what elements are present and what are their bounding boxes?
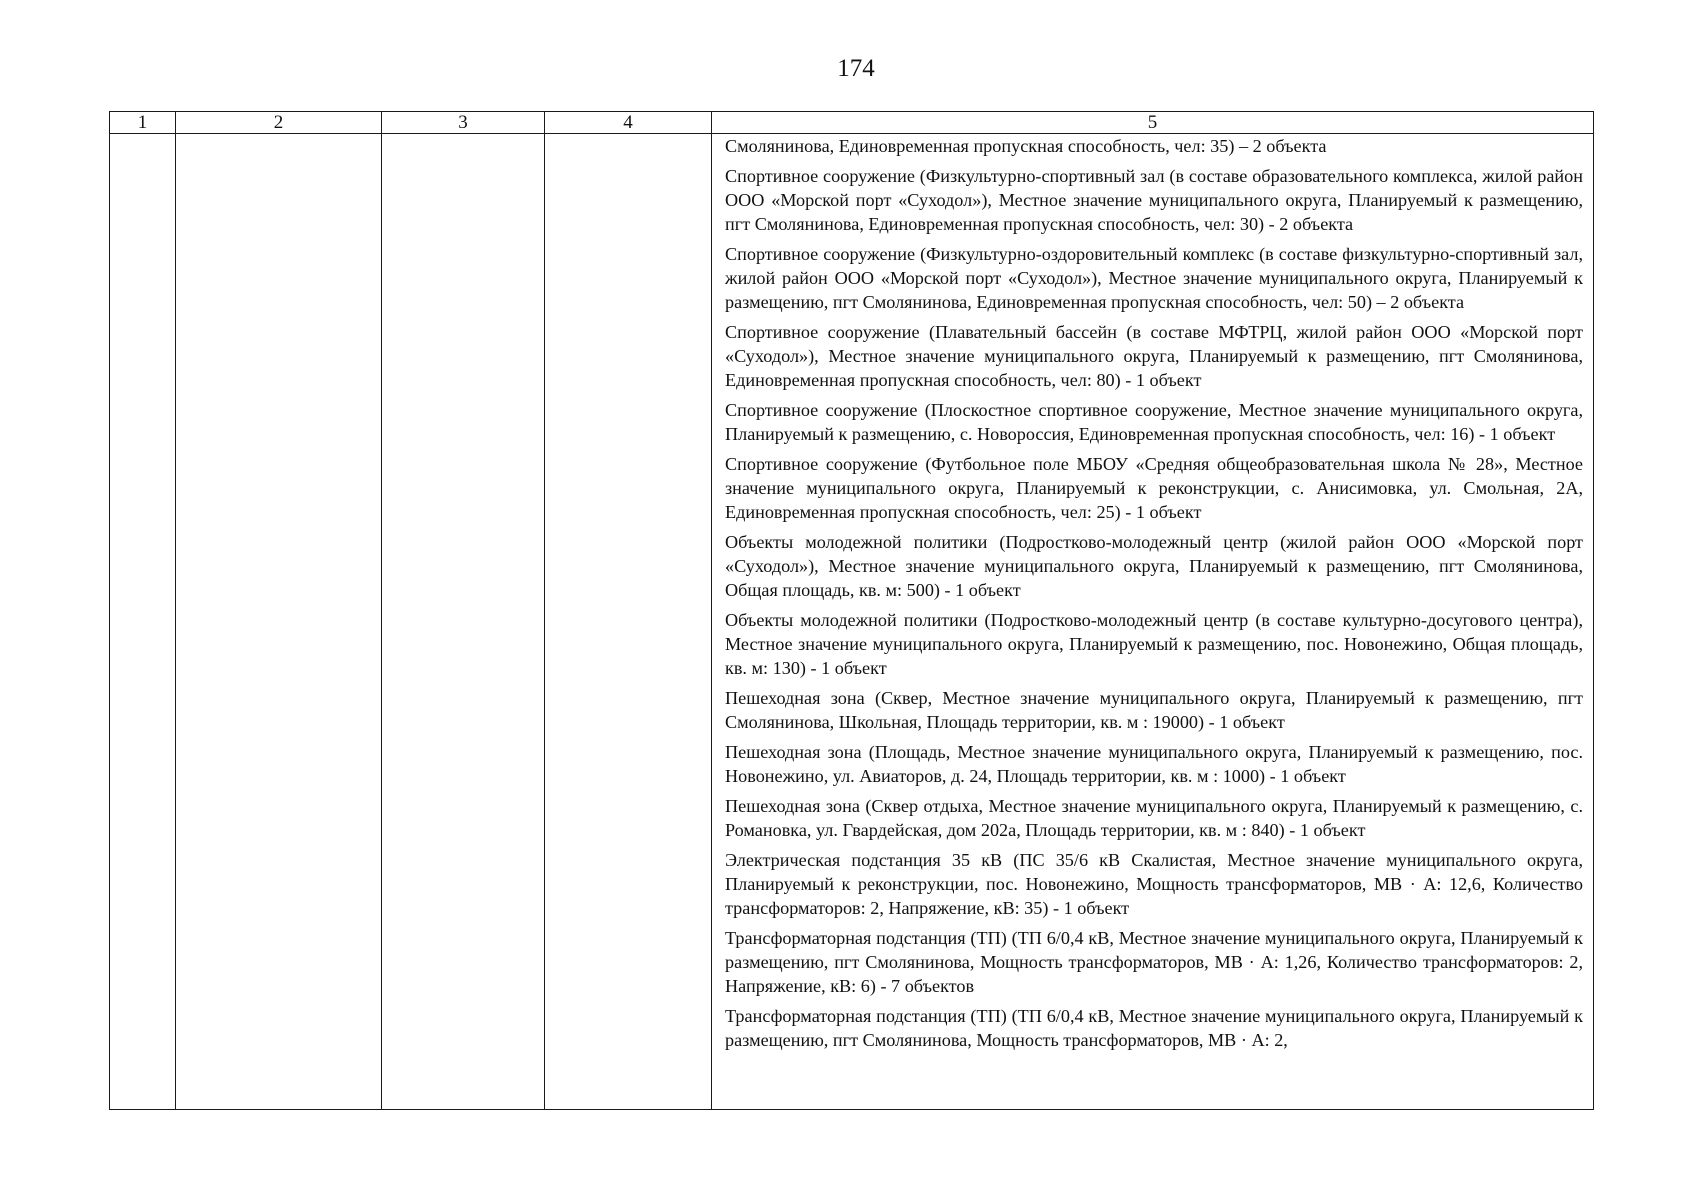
page-number: 174: [837, 55, 875, 82]
list-item: Спортивное сооружение (Плавательный бассейн (в составе МФТРЦ, жилой район ООО «Морской порт «Суходол»), Местное значение муниципального округа, Планируемый к размещению, пгт Смолянинова, Единовременная пропускная способность, чел: 80) - 1 объект: [725, 322, 1583, 390]
list-item: Спортивное сооружение (Физкультурно-оздоровительный комплекс (в составе физкультурно-спортивный зал, жилой район ООО «Морской порт «Суходол»), Местное значение муниципального округа, Планируемый к размещению, пгт Смолянинова, Единовременная пропускная способность, чел: 50) – 2 объекта: [725, 244, 1583, 312]
cell-col-5: [712, 134, 1594, 1110]
table-header-row: [110, 112, 1594, 134]
list-item: Трансформаторная подстанция (ТП) (ТП 6/0,4 кВ, Местное значение муниципального округа, Планируемый к размещению, пгт Смолянинова, Мощность трансформаторов, МВ · А: 1,26, Количество трансформаторов: 2, Напряжение, кВ: 6) - 7 объектов: [725, 928, 1583, 996]
cell-col-4: [545, 134, 712, 1110]
document-table: [109, 111, 1594, 1110]
column-header-2: 2: [176, 112, 382, 134]
column-header-4: 4: [545, 112, 712, 134]
column-header-5: 5: [712, 112, 1594, 134]
cell-col-2: [176, 134, 382, 1110]
cell-col-3: [382, 134, 545, 1110]
list-item: Объекты молодежной политики (Подростково-молодежный центр (жилой район ООО «Морской порт «Суходол»), Местное значение муниципального округа, Планируемый к размещению, пгт Смолянинова, Общая площадь, кв. м: 500) - 1 объект: [725, 532, 1583, 600]
list-item: Смолянинова, Единовременная пропускная способность, чел: 35) – 2 объекта: [725, 136, 1327, 156]
list-item: Пешеходная зона (Сквер, Местное значение муниципального округа, Планируемый к размещению, пгт Смолянинова, Школьная, Площадь территории, кв. м : 19000) - 1 объект: [725, 688, 1583, 732]
list-item: Объекты молодежной политики (Подростково-молодежный центр (в составе культурно-досугового центра), Местное значение муниципального округа, Планируемый к размещению, пос. Новонежино, Общая площадь, кв. м: 130) - 1 объект: [725, 610, 1583, 678]
list-item: Пешеходная зона (Площадь, Местное значение муниципального округа, Планируемый к размещению, пос. Новонежино, ул. Авиаторов, д. 24, Площадь территории, кв. м : 1000) - 1 объект: [725, 742, 1583, 786]
list-item: Спортивное сооружение (Физкультурно-спортивный зал (в составе образовательного комплекса, жилой район ООО «Морской порт «Суходол»), Местное значение муниципального округа, Планируемый к размещению, пгт Смолянинова, Единовременная пропускная способность, чел: 30) - 2 объекта: [725, 166, 1583, 234]
list-item: Электрическая подстанция 35 кВ (ПС 35/6 кВ Скалистая, Местное значение муниципального округа, Планируемый к реконструкции, пос. Новонежино, Мощность трансформаторов, МВ · А: 12,6, Количество трансформаторов: 2, Напряжение, кВ: 35) - 1 объект: [725, 850, 1583, 918]
column-header-1: 1: [110, 112, 176, 134]
list-item: Спортивное сооружение (Футбольное поле МБОУ «Средняя общеобразовательная школа № 28», Местное значение муниципального округа, Планируемый к реконструкции, с. Анисимовка, ул. Смольная, 2А, Единовременная пропускная способность, чел: 25) - 1 объект: [725, 454, 1583, 522]
list-item: Трансформаторная подстанция (ТП) (ТП 6/0,4 кВ, Местное значение муниципального округа, Планируемый к размещению, пгт Смолянинова, Мощность трансформаторов, МВ · А: 2,: [725, 1006, 1583, 1050]
table-row: [110, 134, 1594, 1110]
column-header-3: 3: [382, 112, 545, 134]
list-item: Пешеходная зона (Сквер отдыха, Местное значение муниципального округа, Планируемый к размещению, с. Романовка, ул. Гвардейская, дом 202а, Площадь территории, кв. м : 840) - 1 объект: [725, 796, 1583, 840]
cell-col-1: [110, 134, 176, 1110]
list-item: Спортивное сооружение (Плоскостное спортивное сооружение, Местное значение муниципального округа, Планируемый к размещению, с. Новороссия, Единовременная пропускная способность, чел: 16) - 1 объект: [725, 400, 1583, 444]
